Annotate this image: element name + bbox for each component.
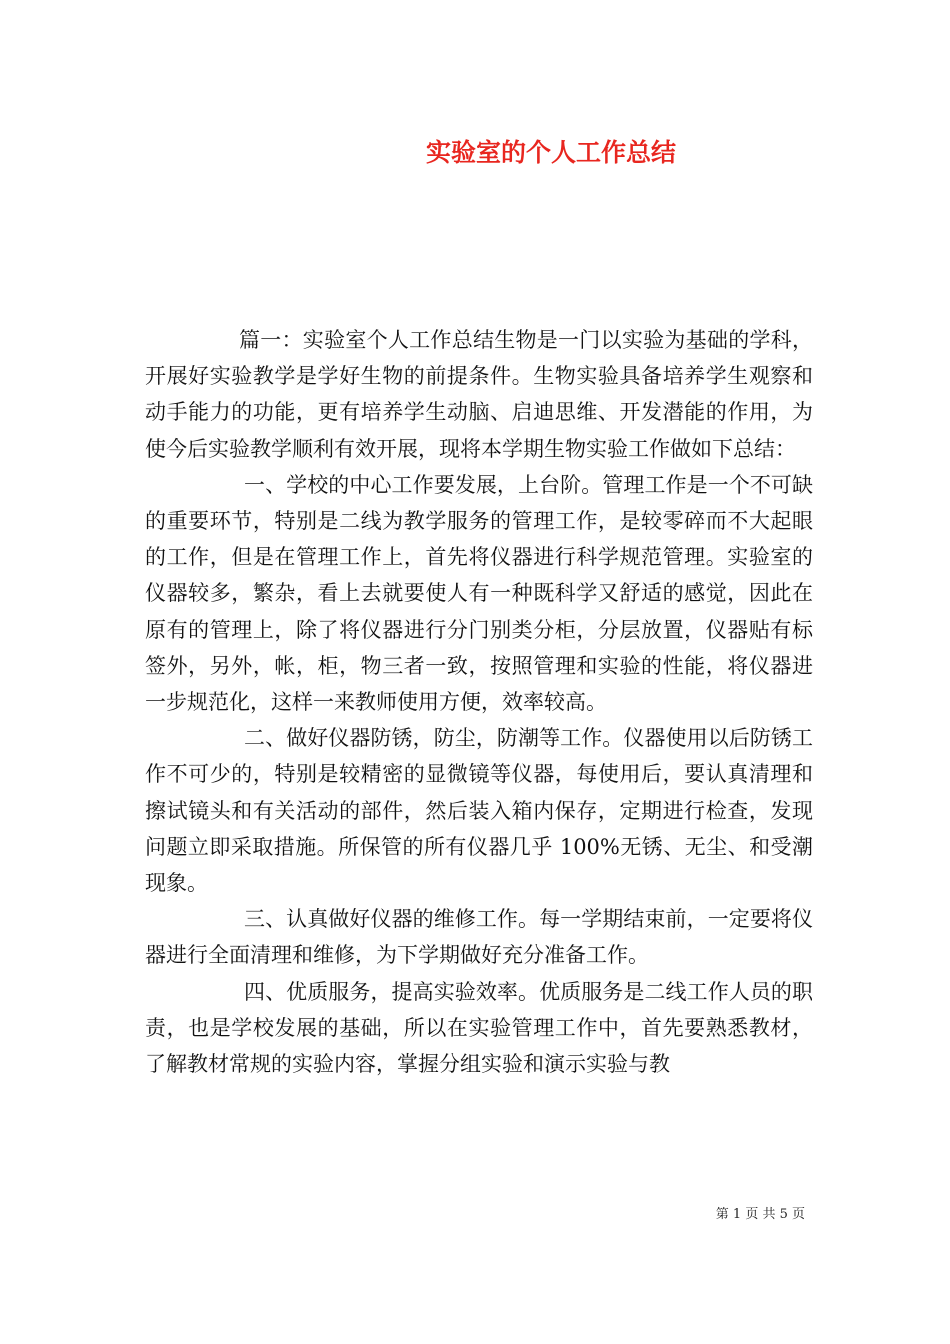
paragraph-section-2: 二、做好仪器防锈，防尘，防潮等工作。仪器使用以后防锈工作不可少的，特别是较精密的显微镜等仪器，每使用后，要认真清理和擦试镜头和有关活动的部件，然后装入箱内保存，定期进行检查，发现问题立即采取措施。所保管的所有仪器几乎 100%无锈、无尘、和受潮现象。 xyxy=(145,726,813,896)
paragraph-section-3: 三、认真做好仪器的维修工作。每一学期结束前，一定要将仪器进行全面清理和维修，为下学期做好充分准备工作。 xyxy=(145,907,813,968)
document-title: 实验室的个人工作总结 xyxy=(425,138,676,167)
page-number-footer: 第 1 页 共 5 页 xyxy=(715,1207,805,1222)
document-body xyxy=(145,322,813,1082)
paragraph-intro: 篇一：实验室个人工作总结生物是一门以实验为基础的学科，开展好实验教学是学好生物的前提条件。生物实验具备培养学生观察和动手能力的功能，更有培养学生动脑、启迪思维、开发潜能的作用，为使今后实验教学顺利有效开展，现将本学期生物实验工作做如下总结： xyxy=(145,328,813,461)
paragraph-section-4: 四、优质服务，提高实验效率。优质服务是二线工作人员的职责，也是学校发展的基础，所以在实验管理工作中，首先要熟悉教材，了解教材常规的实验内容，掌握分组实验和演示实验与教 xyxy=(145,979,813,1077)
paragraph-section-1: 一、学校的中心工作要发展，上台阶。管理工作是一个不可缺的重要环节，特别是二线为教学服务的管理工作，是较零碎而不大起眼的工作，但是在管理工作上，首先将仪器进行科学规范管理。实验室的仪器较多，繁杂，看上去就要使人有一种既科学又舒适的感觉，因此在原有的管理上，除了将仪器进行分门别类分柜，分层放置，仪器贴有标签外，另外，帐，柜，物三者一致，按照管理和实验的性能，将仪器进一步规范化，这样一来教师使用方便，效率较高。 xyxy=(145,472,813,715)
